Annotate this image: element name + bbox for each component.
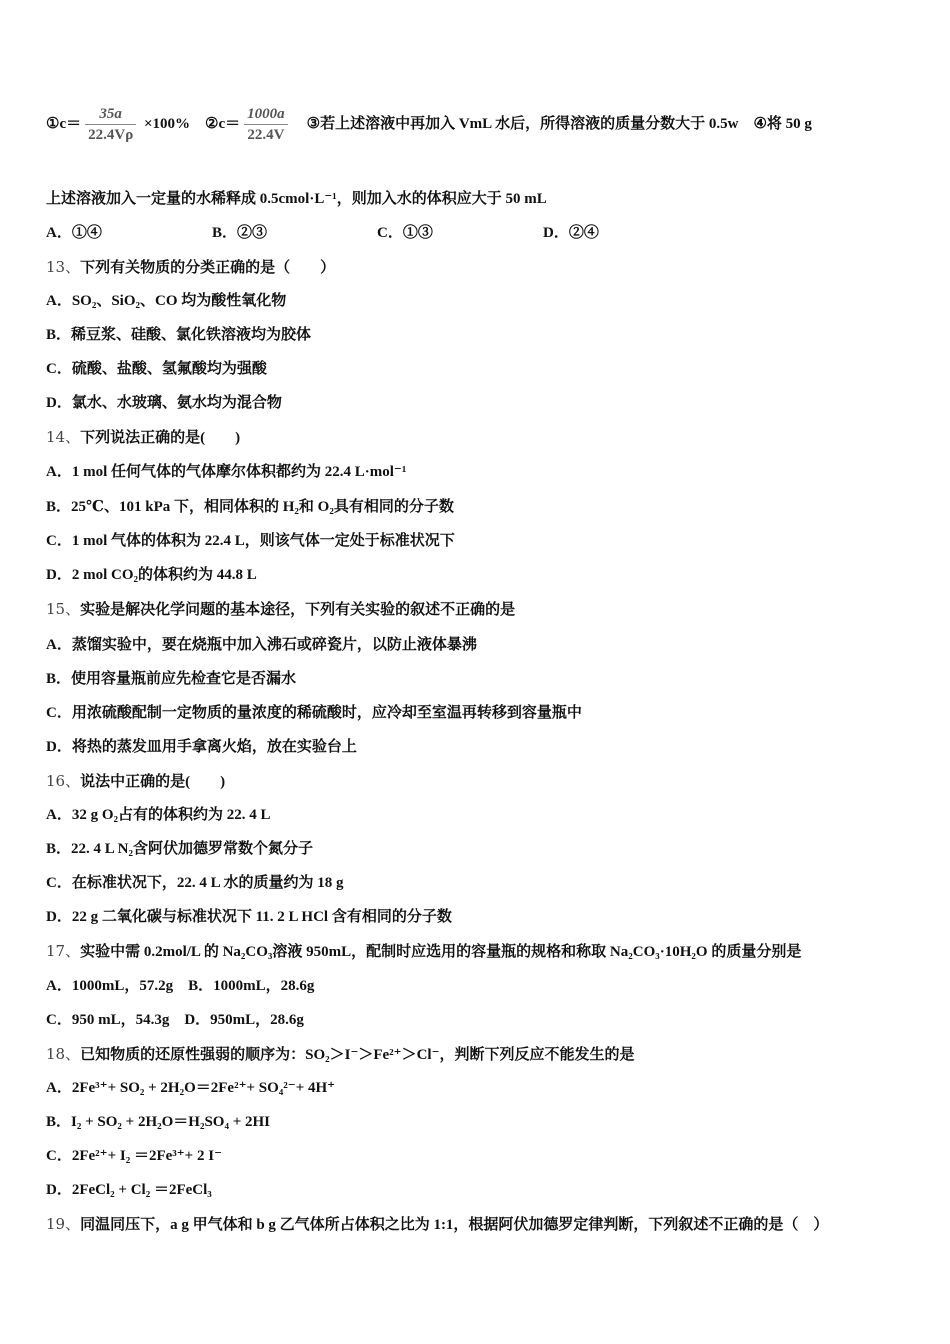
q16-option-c[interactable]: C．在标准状况下，22. 4 L 水的质量约为 18 g xyxy=(46,875,344,891)
q12-statements-line xyxy=(46,104,812,145)
q16-option-a[interactable]: A．32 g O₂占有的体积约为 22. 4 L xyxy=(46,807,271,823)
q13-option-c[interactable]: C．硫酸、盐酸、氢氟酸均为强酸 xyxy=(46,361,267,377)
q13-stem xyxy=(46,257,335,278)
statement-4-continued: 上述溶液加入一定量的水稀释成 0.5cmol·L⁻¹，则加入水的体积应大于 50 mL xyxy=(46,191,547,207)
q17-number: 17、 xyxy=(46,942,81,960)
q14-option-d[interactable]: D．2 mol CO₂的体积约为 44.8 L xyxy=(46,567,257,583)
fraction-2-numerator: 1000a xyxy=(244,104,288,125)
q18-option-b[interactable]: B．I₂ + SO₂ + 2H₂O＝H₂SO₄ + 2HI xyxy=(46,1114,270,1130)
statement-2-prefix: ②c＝ xyxy=(205,115,241,132)
fraction-2 xyxy=(244,104,288,145)
q14-option-c[interactable]: C．1 mol 气体的体积为 22.4 L，则该气体一定处于标准状况下 xyxy=(46,533,455,549)
q17-options-row-1[interactable]: A．1000mL，57.2g B．1000mL，28.6g xyxy=(46,978,315,994)
q15-text: 实验是解决化学问题的基本途径，下列有关实验的叙述不正确的是 xyxy=(80,602,516,618)
q16-option-d[interactable]: D．22 g 二氧化碳与标准状况下 11. 2 L HCl 含有相同的分子数 xyxy=(46,909,452,925)
q17-text: 实验中需 0.2mol/L 的 Na₂CO₃溶液 950mL，配制时应选用的容量瓶的规格和称取 Na₂CO₃·10H₂O 的质量分别是 xyxy=(80,944,802,960)
q15-number: 15、 xyxy=(46,600,81,618)
q19-number: 19、 xyxy=(46,1215,81,1233)
q12-option-c[interactable]: C．①③ xyxy=(377,225,433,241)
statement-1-prefix: ①c＝ xyxy=(46,115,82,132)
q18-stem xyxy=(46,1044,635,1065)
q13-text: 下列有关物质的分类正确的是（ ） xyxy=(80,260,336,276)
q16-text: 说法中正确的是( ) xyxy=(80,774,226,790)
fraction-2-denominator: 22.4V xyxy=(247,127,285,143)
statement-3: ③若上述溶液中再加入 VmL 水后，所得溶液的质量分数大于 0.5w xyxy=(306,115,739,132)
statement-1-suffix: ×100% xyxy=(143,115,191,132)
q14-option-a[interactable]: A．1 mol 任何气体的气体摩尔体积都约为 22.4 L·mol⁻¹ xyxy=(46,464,407,480)
q14-number: 14、 xyxy=(46,428,81,446)
q18-option-a[interactable]: A．2Fe³⁺+ SO₂ + 2H₂O＝2Fe²⁺+ SO₄²⁻+ 4H⁺ xyxy=(46,1080,336,1096)
q13-option-d[interactable]: D．氯水、水玻璃、氨水均为混合物 xyxy=(46,395,282,411)
q16-number: 16、 xyxy=(46,772,81,790)
statement-4-start: ④将 50 g xyxy=(753,115,812,132)
q18-number: 18、 xyxy=(46,1045,81,1063)
q14-text: 下列说法正确的是( ) xyxy=(80,430,241,446)
q15-stem xyxy=(46,599,515,620)
q12-option-a[interactable]: A．①④ xyxy=(46,225,102,241)
q13-option-a[interactable]: A．SO₂、SiO₂、CO 均为酸性氧化物 xyxy=(46,293,287,309)
fraction-1-numerator: 35a xyxy=(85,104,136,125)
q13-option-b[interactable]: B．稀豆浆、硅酸、氯化铁溶液均为胶体 xyxy=(46,327,312,343)
q17-stem xyxy=(46,941,801,962)
q18-option-c[interactable]: C．2Fe²⁺+ I₂ ＝2Fe³⁺+ 2 I⁻ xyxy=(46,1148,222,1164)
q14-option-b[interactable]: B．25℃、101 kPa 下，相同体积的 H₂和 O₂具有相同的分子数 xyxy=(46,499,454,515)
q12-option-b[interactable]: B．②③ xyxy=(212,225,268,241)
q18-text: 已知物质的还原性强弱的顺序为：SO₂＞I⁻＞Fe²⁺＞Cl⁻，判断下列反应不能发生的是 xyxy=(80,1047,635,1063)
fraction-1 xyxy=(85,104,136,145)
q14-stem xyxy=(46,427,240,448)
q19-stem xyxy=(46,1214,828,1235)
q12-option-d[interactable]: D．②④ xyxy=(543,225,599,241)
q16-option-b[interactable]: B．22. 4 L N₂含阿伏加德罗常数个氮分子 xyxy=(46,841,314,857)
q13-number: 13、 xyxy=(46,258,81,276)
fraction-1-denominator: 22.4Vρ xyxy=(88,127,134,143)
q15-option-a[interactable]: A．蒸馏实验中，要在烧瓶中加入沸石或碎瓷片，以防止液体暴沸 xyxy=(46,637,477,653)
q15-option-c[interactable]: C．用浓硫酸配制一定物质的量浓度的稀硫酸时，应冷却至室温再转移到容量瓶中 xyxy=(46,705,582,721)
q15-option-d[interactable]: D．将热的蒸发皿用手拿离火焰，放在实验台上 xyxy=(46,739,357,755)
q16-stem xyxy=(46,771,225,792)
q19-text: 同温同压下，a g 甲气体和 b g 乙气体所占体积之比为 1:1，根据阿伏加德罗定律判断，下列叙述不正确的是（ ） xyxy=(80,1217,829,1233)
q17-options-row-2[interactable]: C．950 mL，54.3g D．950mL，28.6g xyxy=(46,1012,304,1028)
q18-option-d[interactable]: D．2FeCl₂ + Cl₂ ＝2FeCl₃ xyxy=(46,1182,212,1198)
q15-option-b[interactable]: B．使用容量瓶前应先检查它是否漏水 xyxy=(46,671,297,687)
